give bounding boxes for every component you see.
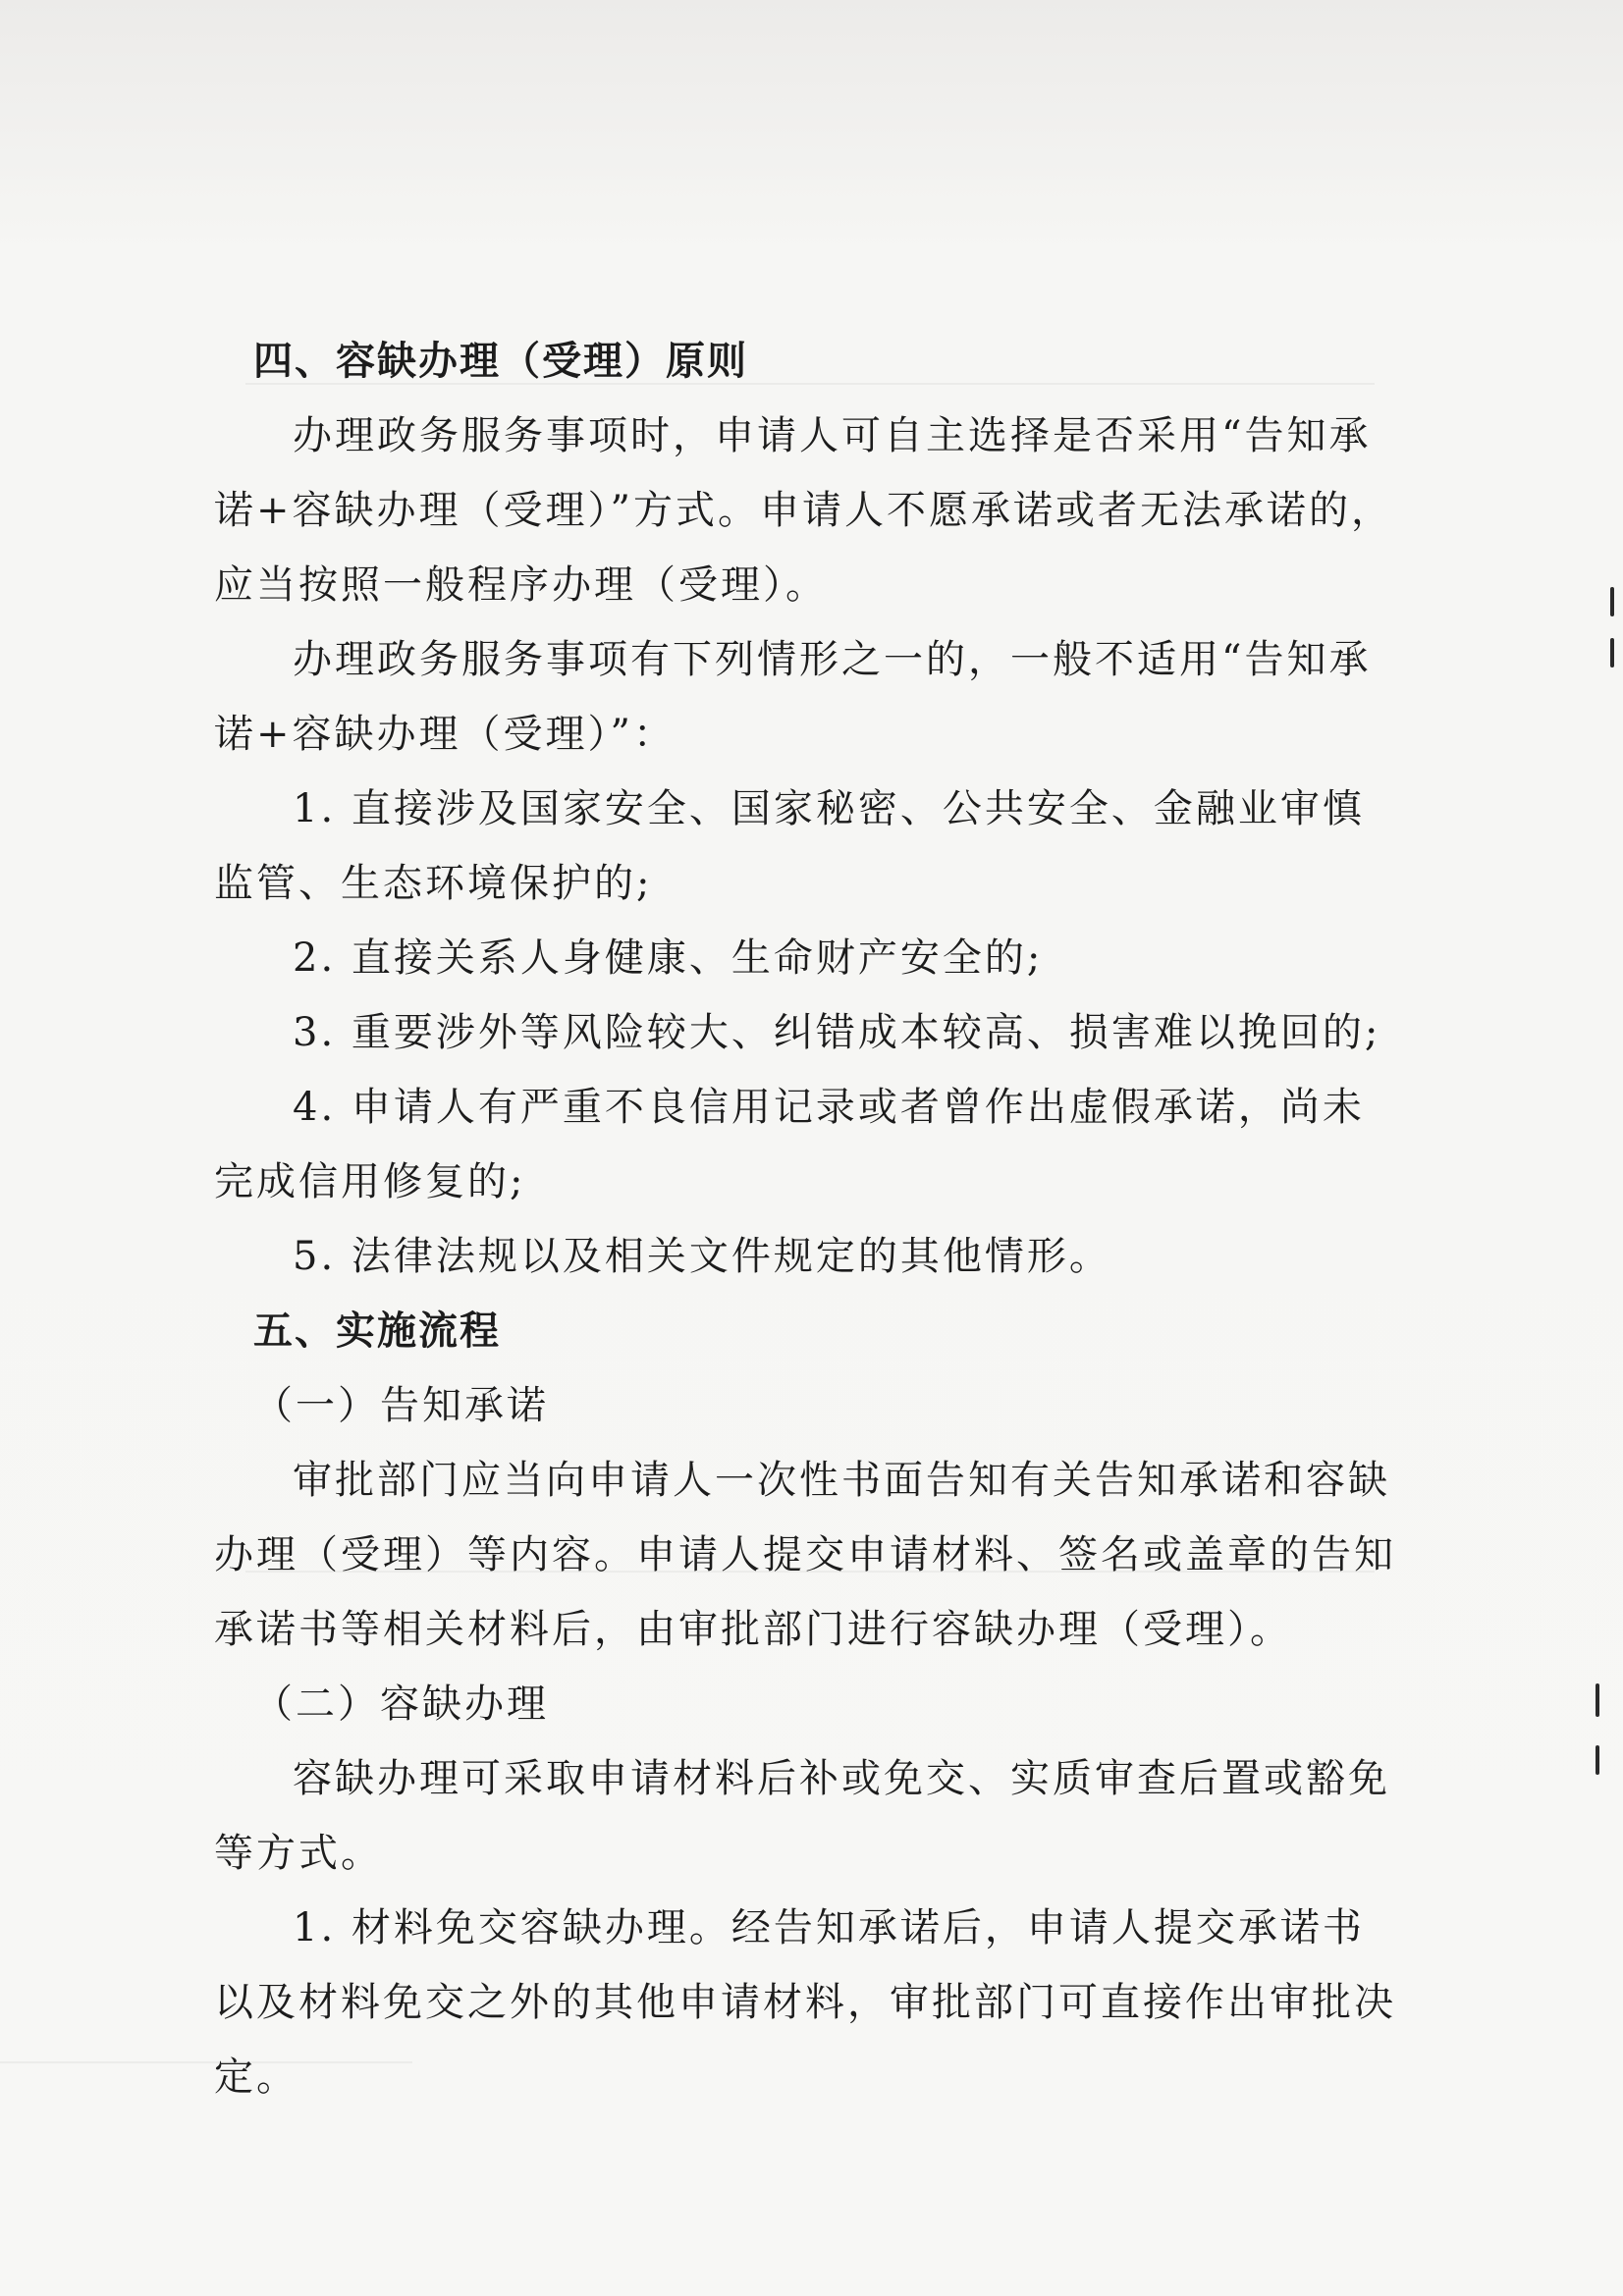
binding-mark xyxy=(1596,1745,1599,1775)
exclusion-item-5: 5. 法律法规以及相关文件规定的其他情形。 xyxy=(293,1234,1111,1279)
binding-mark xyxy=(1610,587,1614,616)
subsection-1-paragraph: 审批部门应当向申请人一次性书面告知有关告知承诺和容缺办理（受理）等内容。申请人提交申请材料、签名或盖章的告知承诺书等相关材料后，由审批部门进行容缺办理（受理）。 xyxy=(214,1458,1396,1652)
subsection-2-paragraph: 容缺办理可采取申请材料后补或免交、实质审查后置或豁免等方式。 xyxy=(214,1756,1390,1876)
document-body xyxy=(214,324,1397,2114)
binding-mark xyxy=(1596,1683,1599,1717)
subsection-2-heading: （二）容缺办理 xyxy=(253,1682,549,1727)
section-5-heading: 五、实施流程 xyxy=(253,1308,501,1354)
exclusion-item-3: 3. 重要涉外等风险较大、纠错成本较高、损害难以挽回的; xyxy=(293,1010,1381,1055)
subsection-2-item-1: 1. 材料免交容缺办理。经告知承诺后，申请人提交承诺书以及材料免交之外的其他申请材料，审批部门可直接作出审批决定。 xyxy=(214,1905,1396,2100)
section-4-heading: 四、容缺办理（受理）原则 xyxy=(253,339,748,384)
exclusion-item-2: 2. 直接关系人身健康、生命财产安全的; xyxy=(293,935,1044,981)
exclusion-item-1: 1. 直接涉及国家安全、国家秘密、公共安全、金融业审慎监管、生态环境保护的; xyxy=(214,786,1365,906)
exclusion-item-4: 4. 申请人有严重不良信用记录或者曾作出虚假承诺，尚未完成信用修复的; xyxy=(214,1085,1365,1204)
subsection-1-heading: （一）告知承诺 xyxy=(253,1383,549,1428)
section-4-paragraph-2: 办理政务服务事项有下列情形之一的，一般不适用“告知承诺+容缺办理（受理）”： xyxy=(214,637,1372,757)
section-4-paragraph-1: 办理政务服务事项时，申请人可自主选择是否采用“告知承诺+容缺办理（受理）”方式。申请人不愿承诺或者无法承诺的，应当按照一般程序办理（受理）。 xyxy=(214,413,1393,608)
binding-mark xyxy=(1610,638,1614,667)
